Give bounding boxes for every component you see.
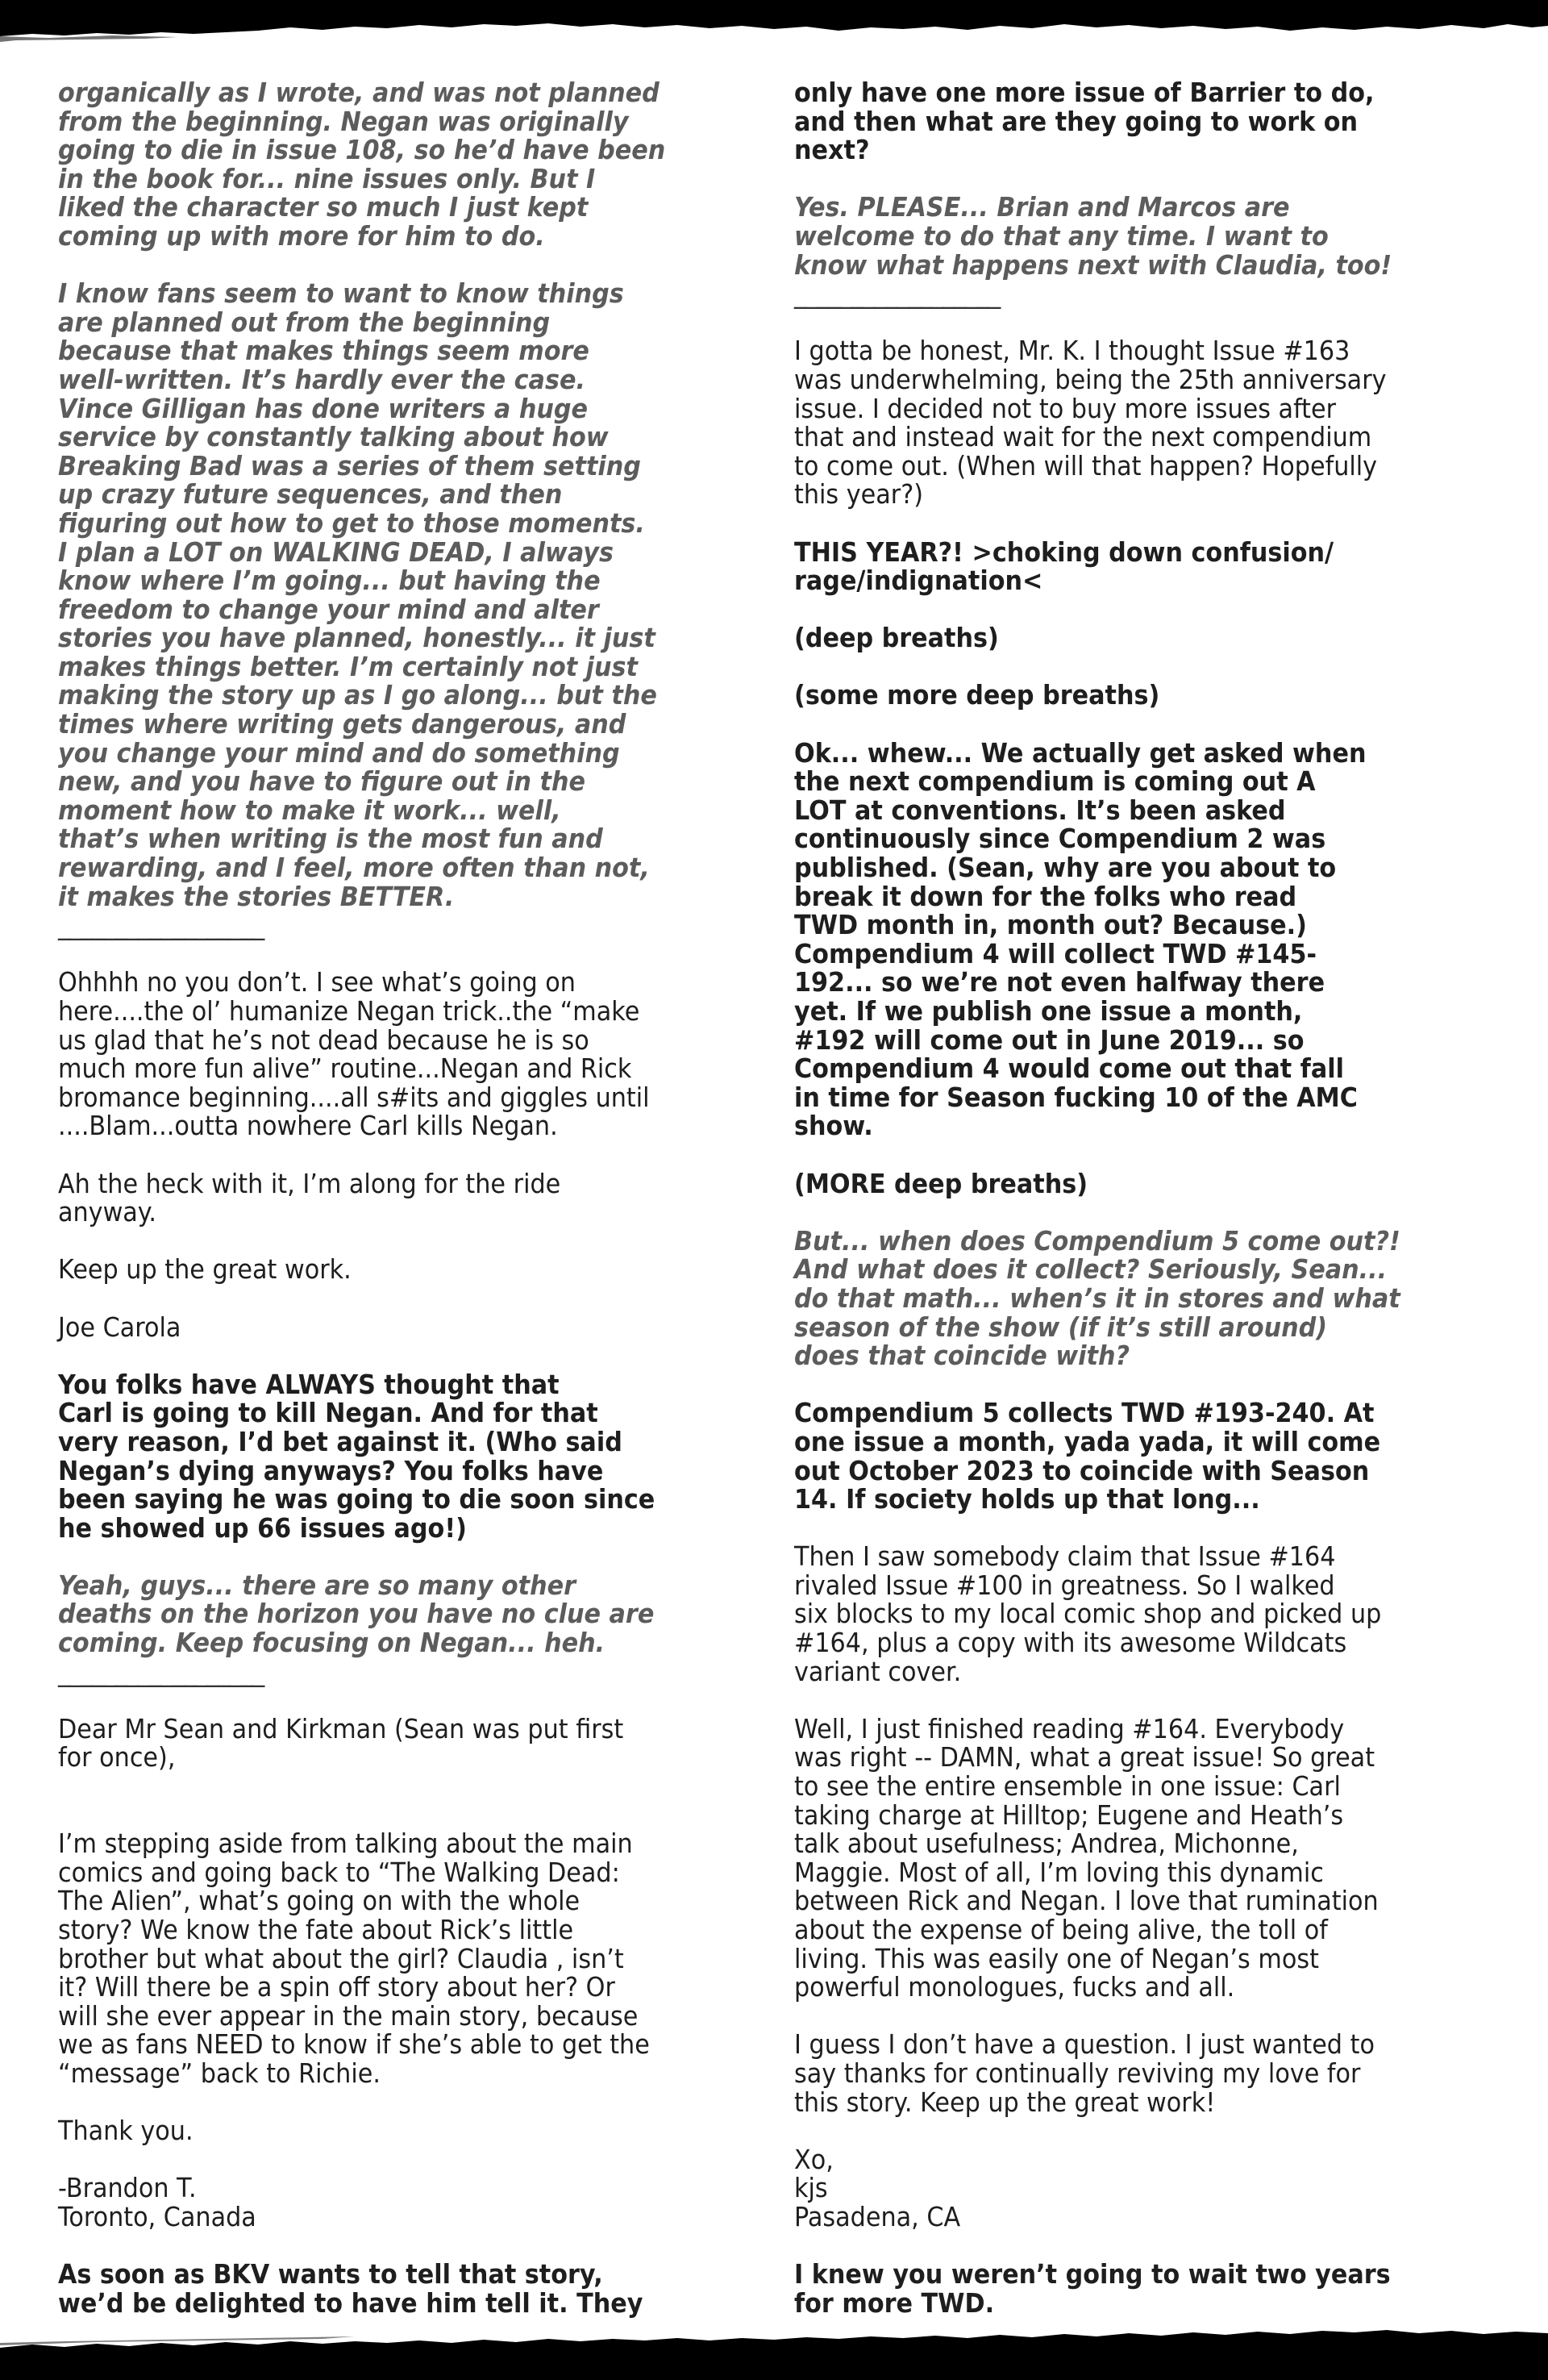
right-column <box>794 79 1496 2347</box>
sean-reply: only have one more issue of Barrier to do, and then what are they going to work on next? <box>794 77 1375 166</box>
left-column <box>58 79 759 2347</box>
kirkman-reply: But... when does Compendium 5 come out?! And what does it collect? Seriously, Sean... do that math... when’s it in stores and what season of the show (if it’s still around) does that coincide with? <box>794 1225 1400 1372</box>
grunge-border-top <box>0 0 1548 48</box>
reader-letter: Ohhhh no you don’t. I see what’s going on here....the ol’ humanize Negan trick..the “make us glad that he’s not dead because he is so much more fun alive” routine...Negan and Rick bromance beginning....all s#its and giggles until ....Blam...outta nowhere Carl kills Negan. <box>58 967 650 1142</box>
kirkman-reply: Yeah, guys... there are so many other deaths on the horizon you have no clue are coming. Keep focusing on Negan... heh. <box>58 1569 655 1659</box>
sean-reply: THIS YEAR?! >choking down confusion/ rage/indignation< <box>794 536 1334 597</box>
separator: __________________ <box>58 910 264 941</box>
sean-reply: (MORE deep breaths) <box>794 1168 1088 1199</box>
letter-signature: Xo, kjs Pasadena, CA <box>794 2144 961 2232</box>
letter-signature: Joe Carola <box>58 1311 181 1343</box>
reader-letter: I guess I don’t have a question. I just wanted to say thanks for continually reviving my love for this story. Keep up the great work! <box>794 2029 1375 2118</box>
sean-reply: Ok... whew... We actually get asked when the next compendium is coming out A LOT at conventions. It’s been asked continuously since Compendium 2 was published. (Sean, why are you about to break it down for the folks who read TWD month in, month out? Because.) Compendium 4 will collect TWD #145- 192... so we’re not even halfway there yet. If we publish one issue a month, #192 will come out in June 2019... so Compendium 4 would come out that fall in time for Season fucking 10 of the AMC show. <box>794 737 1367 1142</box>
kirkman-reply: Yes. PLEASE... Brian and Marcos are welcome to do that any time. I want to know what happens next with Claudia, too! <box>794 192 1392 281</box>
reader-letter: Then I saw somebody claim that Issue #164 rivaled Issue #100 in greatness. So I walked six blocks to my local comic shop and picked up #164, plus a copy with its awesome Wildcats variant cover. <box>794 1541 1382 1687</box>
reader-letter: Keep up the great work. <box>58 1254 352 1286</box>
reader-letter: I gotta be honest, Mr. K. I thought Issue #163 was underwhelming, being the 25th anniversary issue. I decided not to buy more issues after that and instead wait for the next compendium to come out. (When will that happen? Hopefully this year?) <box>794 336 1387 511</box>
reader-letter: Ah the heck with it, I’m along for the ride anyway. <box>58 1168 561 1228</box>
grunge-border-bottom <box>0 2319 1548 2380</box>
letter-signature: -Brandon T. Toronto, Canada <box>58 2173 256 2232</box>
reader-letter: Well, I just finished reading #164. Everybody was right -- DAMN, what a great issue! So great to see the entire ensemble in one issue: Carl taking charge at Hilltop; Eugene and Heath’s talk about usefulness; Andrea, Michonne, Maggie. Most of all, I’m loving this dynamic between Rick and Negan. I love that rumination about the expense of being alive, the toll of living. This was easily one of Negan’s most powerful monologues, fucks and all. <box>794 1713 1379 2003</box>
sean-reply: (deep breaths) <box>794 623 999 654</box>
reader-letter: I’m stepping aside from talking about the main comics and going back to “The Walking Dead: The Alien”, what’s going on with the whole story? We know the fate about Rick’s little brother but what about the girl? Claudia , isn’t it? Will there be a spin off story about her? Or will she ever appear in the main story, because we as fans NEED to know if she’s able to get the “message” back to Richie. <box>58 1828 650 2089</box>
sean-reply: Compendium 5 collects TWD #193-240. At one issue a month, yada yada, it will come out October 2023 to coincide with Season 14. If society holds up that long... <box>794 1398 1381 1515</box>
reader-letter: Thank you. <box>58 2115 194 2147</box>
separator: __________________ <box>58 1656 264 1687</box>
spacer <box>58 1802 759 1831</box>
kirkman-reply: I know fans seem to want to know things are planned out from the beginning because that makes things seem more well-written. It’s hardly ever the case. Vince Gilligan has done writers a huge service by constantly talking about how Breaking Bad was a series of them setting up crazy future sequences, and then figuring out how to get to those moments. I plan a LOT on WALKING DEAD, I always know where I’m going... but having the freedom to change your mind and alter stories you have planned, honestly... it just makes things better. I’m certainly not just making the story up as I go along... but the times where writing gets dangerous, and you change your mind and do something new, and you have to figure out in the moment how to make it work... well, that’s when writing is the most fun and rewarding, and I feel, more often than not, it makes the stories BETTER. <box>58 278 657 912</box>
kirkman-reply: organically as I wrote, and was not planned from the beginning. Negan was originally going to die in issue 108, so he’d have been in the book for... nine issues only. But I liked the character so much I just kept coming up with more for him to do. <box>58 77 666 252</box>
sean-reply: I knew you weren’t going to wait two years for more TWD. <box>794 2259 1391 2319</box>
sean-reply: (some more deep breaths) <box>794 680 1160 711</box>
separator: __________________ <box>794 278 1001 310</box>
sean-reply: You folks have ALWAYS thought that Carl is going to kill Negan. And for that very reason, I’d bet against it. (Who said Negan’s dying anyways? You folks have been saying he was going to die soon since he showed up 66 issues ago!) <box>58 1369 655 1544</box>
sean-reply: As soon as BKV wants to tell that story, we’d be delighted to have him tell it. They <box>58 2259 643 2319</box>
reader-letter: Dear Mr Sean and Kirkman (Sean was put first for once), <box>58 1713 624 1774</box>
